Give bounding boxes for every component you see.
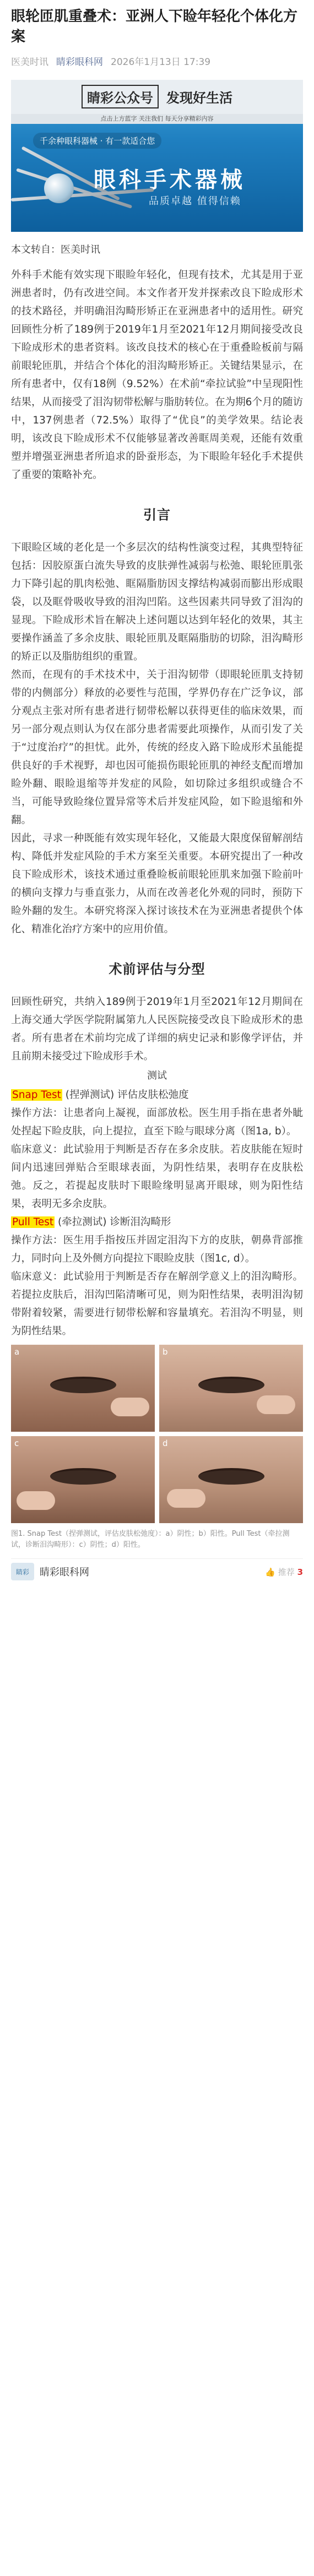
finger-graphic [17,1491,55,1510]
pull-test-desc: (牵拉测试) 诊断泪沟畸形 [58,1216,171,1228]
figure-panel-b[interactable] [159,1345,303,1432]
eye-graphic [50,1377,116,1393]
panel-label: d [163,1438,168,1448]
brand-area[interactable] [11,1563,89,1580]
panel-label: c [14,1438,19,1448]
banner-title: 眼科手术器械 [94,167,246,193]
clinical-figure[interactable] [11,1345,303,1523]
paragraph: 下眼睑区域的老化是一个多层次的结构性演变过程，其典型特征包括：因胶原蛋白流失导致的皮肤弹性减弱与松弛、眼轮匝肌张力下降引起的肌肉松弛、眶隔脂肪因支撑结构减弱而膨出形成眼袋，以及眶骨吸收导致的泪沟凹陷。这些因素共同导致了泪沟的显现。下睑成形术旨在解决上述问题以达到年轻化的效果，其主要操作涵盖了多余皮肤、眼轮匝肌及眶隔脂肪的切除，泪沟畸形的矫正以及脂肪组织的重置。 [11,541,303,662]
intro-section-body [11,539,303,938]
pull-test-title [11,1213,303,1231]
banner-header [11,80,303,114]
brand-logo: 睛彩 [11,1563,34,1580]
bottom-bar [11,1558,303,1585]
methods-body [11,993,303,1340]
author-line: 本文转自：医美时讯 [11,243,100,256]
lens-graphic [44,173,74,203]
paragraph: 操作方法：医生用手指按压并固定泪沟下方的皮肤，朝鼻背部推力，同时向上及外侧方向提拉下眼睑皮肤（图1c, d）。 [11,1234,303,1264]
tests-heading: 测试 [147,1069,167,1082]
panel-label: b [163,1346,168,1357]
figure-panel-c[interactable] [11,1436,155,1523]
source-name-link[interactable]: 睛彩眼科网 [56,56,103,68]
figure-caption: 图1. Snap Test（捏弹测试，评估皮肤松弛度）：a）阴性；b）阳性。Pull Test（牵拉测试，诊断泪沟畸形）：c）阴性；d）阳性。 [11,1529,290,1549]
paragraph: 因此，寻求一种既能有效实现年轻化，又能最大限度保留解剖结构、降低并发症风险的手术方案至关重要。本研究提出了一种改良下睑成形术，该技术通过重叠睑板前眼轮匝肌来加强下睑前叶的横向支撑力与垂直张力，从而在改善老化外观的同时，预防下睑外翻的发生。本研究将深入探讨该技术在为亚洲患者提供个体化、精准化治疗方案中的应用价值。 [11,832,303,935]
source-tag: 医美时讯 [11,56,48,68]
banner-strap: 点击上方蓝字 关注我们 每天分享精彩内容 [11,114,303,124]
eye-graphic [198,1377,264,1393]
section-heading: 引言 [143,507,171,523]
intro-block [11,266,303,484]
snap-test-title [11,1086,303,1104]
banner-subtitle: 品质卓越 值得信赖 [149,195,241,207]
paragraph: 临床意义：此试验用于判断是否存在解剖学意义上的泪沟畸形。若提拉皮肤后，泪沟凹陷清晰可见，则为阳性结果，表明泪沟韧带附着较紧，需要进行韧带松解和容量填充。若泪沟不明显，则为阴性结果。 [11,1270,303,1337]
publish-date: 2026年1月13日 17:39 [111,56,211,68]
promo-banner[interactable] [11,80,303,232]
article-title: 眼轮匝肌重叠术：亚洲人下睑年轻化个体化方案 [11,8,298,45]
pull-test-label: Pull Test [12,1216,54,1228]
section-heading: 术前评估与分型 [109,961,205,977]
paragraph: 操作方法：让患者向上凝视，面部放松。医生用手指在患者外眦处捏起下睑皮肤，向上提拉，直至下睑与眼球分离（图1a, b）。 [11,1107,303,1137]
snap-test-label: Snap Test [12,1089,61,1101]
panel-label: a [14,1346,20,1357]
snap-test-desc: (捏弹测试) 评估皮肤松弛度 [65,1089,189,1101]
recommend-area[interactable] [265,1566,303,1578]
figure-panel-d[interactable] [159,1436,303,1523]
finger-graphic [257,1395,295,1414]
paragraph: 临床意义：此试验用于判断是否存在多余皮肤。若皮肤能在短时间内迅速回弹贴合至眼球表面，为阴性结果，表明存在皮肤松弛。反之，若提起皮肤时下眼睑缘明显离开眼球，则为阳性结果，表明无多余皮肤。 [11,1143,303,1210]
banner-logo: 睛彩公众号 [82,85,159,108]
banner-ribbon: 千余种眼科器械 · 有一款适合您 [33,133,161,149]
figure-panel-a[interactable] [11,1345,155,1432]
eye-graphic [198,1468,264,1485]
banner-slogan: 发现好生活 [166,90,232,106]
recommend-count: 3 [297,1567,303,1577]
paragraph: 回顾性研究，共纳入189例于2019年1月至2021年12月期间在上海交通大学医学院附属第九人民医院接受改良下睑成形术的患者。所有患者在术前均完成了详细的病史记录和影像学评估，并且前期未接受过下睑成形手术。 [11,996,303,1062]
paragraph: 外科手术能有效实现下眼睑年轻化，但现有技术，尤其是用于亚洲患者时，仍有改进空间。本文作者开发并探索改良下睑成形术的技术路径，并明确泪沟畸形矫正在亚洲患者中的适用性。研究回顾性分析了189例于2019年1月至2021年12月期间接受改良下睑成形术的患者资料。该改良技术的核心在于重叠睑板前与隔前眼轮匝肌，并结合个体化的泪沟畸形矫正。关键结果显示，在所有患者中，仅有18例（9.52%）在术前“牵拉试验”中呈现阳性结果，从而接受了泪沟韧带松解与脂肪转位。在为期6个月的随访中，137例患者（72.5%）取得了“优良”的美学效果。结论表明，该改良下睑成形术不仅能够显著改善眶周美观，还能有效重塑并增强亚洲患者所追求的卧蚕形态，为下眼睑年轻化手术提供了重要的策略补充。 [11,269,303,481]
article-meta [11,54,303,68]
finger-graphic [167,1489,205,1508]
brand-name: 睛彩眼科网 [40,1567,89,1579]
recommend-label: 推荐 [278,1567,295,1577]
finger-graphic [111,1398,149,1416]
thumbs-up-icon: 👍 [265,1567,275,1577]
paragraph: 然而，在现有的手术技术中，关于泪沟韧带（即眼轮匝肌支持韧带的内侧部分）释放的必要性与范围，学界仍存在广泛争议，部分观点主张对所有患者进行韧带松解以获得更佳的临床效果，而另一部分观点则认为仅在部分患者需要此项操作，从而引发了关于“过度治疗”的担忧。此外，传统的经皮入路下睑成形术虽能提供良好的手术视野，却也因可能损伤眼轮匝肌的神经支配而增加睑外翻、眼睑退缩等并发症的风险，如切除过多组织或缝合不当，可能导致睑缘位置异常等术后并发症风险，如下睑退缩和外翻。 [11,669,303,826]
eye-graphic [50,1468,116,1485]
